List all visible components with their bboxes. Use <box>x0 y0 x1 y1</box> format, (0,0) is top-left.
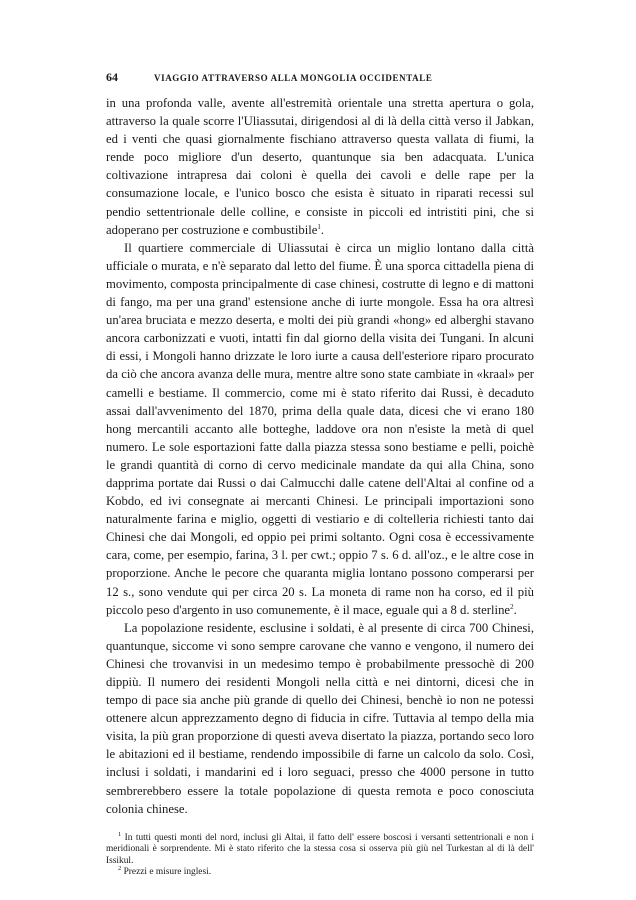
paragraph-2: Il quartiere commerciale di Uliassutai è circa un miglio lontano dalla città ufficiale o murata, e n'è separato dal letto del fiume. È una sporca cittadella piena di movimento, composta principalmente di case chinesi, costrutte di legno e di mattoni di fango, ma per una grand' estensione anche di iurte mongole. Essa ha ora altresì un'area bruciata e mezzo deserta, e molti dei più grandi «hong» ed alberghi stavano ancora carbonizzati e vuoti, intatti fin dal giorno della visita dei Tungani. In alcuni di essi, i Mongoli hanno drizzate le loro iurte a causa dell'esteriore riparo procurato da ciò che ancora avanza delle mura, mentre altre sono state cambiate in «kraal» per camelli e bestiame. Il commercio, come mi è stato riferito dai Russi, è decaduto assai dall'avvenimento del 1870, prima della quale data, dicesi che vi erano 180 hong mercantili accanto alle botteghe, laddove ora non n'esiste la metà di quel numero. Le sole esportazioni fatte dalla piazza stessa sono bestiame e pelli, poichè le grandi quantità di corno di cervo medicinale mandate da qui alla China, sono dapprima portate dai Russi o dai Calmucchi dalle catene dell'Altai al confine od a Kobdo, ed ivi consegnate ai mercanti Chinesi. Le principali importazioni sono naturalmente farina e miglio, oggetti di vestiario e di coltelleria richiesti tanto dai Chinesi che dai Mongoli, ed oppio pei primi soltanto. Ogni cosa è eccessivamente cara, come, per esempio, farina, 3 l. per cwt.; oppio 7 s. 6 d. all'oz., e le altre cose in proporzione. Anche le pecore che quaranta miglia lontano possono comperarsi per 12 s., sono vendute qui per circa 20 s. La moneta di rame non ha corso, ed il più piccolo peso d'argento in uso comunemente, è il mace, eguale qui a 8 d. sterline$^2$. <box>106 240 534 617</box>
footnote-reference: 1 <box>317 222 321 231</box>
paragraph-text: Il quartiere commerciale di Uliassutai è circa un miglio lontano dalla città ufficiale o murata, e n'è separato dal letto del fiume. È una sporca cittadella piena di movimento, composta principalmente di case chinesi, costrutte di legno e di mattoni di fango, ma per una grand' estensione anche di iurte mongole. Essa ha ora altresì un'area bruciata e mezzo deserta, e molti dei più grandi «hong» ed alberghi stavano ancora carbonizzati e vuoti, intatti fin dal giorno della visita dei Tungani. In alcuni di essi, i Mongoli hanno drizzate le loro iurte a causa dell'esteriore riparo procurato da ciò che ancora avanza delle mura, mentre altre sono state cambiate in «kraal» per camelli e bestiame. Il commercio, come mi è stato riferito dai Russi, è decaduto assai dall'avvenimento del 1870, prima della quale data, dicesi che vi erano 180 hong mercantili accanto alle botteghe, laddove ora non n'esiste la metà di quel numero. Le sole esportazioni fatte dalla piazza stessa sono bestiame e pelli, poichè le grandi quantità di corno di cervo medicinale mandate da qui alla China, sono dapprima portate dai Russi o dai Calmucchi dalle catene dell'Altai al confine od a Kobdo, ed ivi consegnate ai mercanti Chinesi. Le principali importazioni sono naturalmente farina e miglio, oggetti di vestiario e di coltelleria richiesti tanto dai Chinesi che dai Mongoli, ed oppio pei primi soltanto. Ogni cosa è eccessivamente cara, come, per esempio, farina, 3 l. per cwt.; oppio 7 s. 6 d. all'oz., e le altre cose in proporzione. Anche le pecore che quaranta miglia lontano possono comperarsi per 12 s., sono vendute qui per circa 20 s. La moneta di rame non ha corso, ed il più piccolo peso d'argento in uso comunemente, è il mace, eguale qui a 8 d. sterline <box>106 240 534 617</box>
footnote-1 <box>106 830 535 867</box>
footnote-2 <box>106 864 534 878</box>
footnote-text: In tutti questi monti del nord, inclusi gli Altai, il fatto dell' essere boscosi i versanti settentrionali e non i meridionali è sorprendente. Mi è stato riferito che la stessa cosa si osserva più giù nel Turkestan al di là dell' Issikul. <box>106 832 535 866</box>
footnote-text: Prezzi e misure inglesi. <box>123 866 212 877</box>
paragraph-3 <box>106 619 534 818</box>
page-number: 64 <box>106 70 118 84</box>
running-header <box>106 70 534 86</box>
running-title: VIAGGIO ATTRAVERSO ALLA MONGOLIA OCCIDENTALE <box>154 73 433 83</box>
footnote-mark: 1 <box>118 830 122 838</box>
paragraph-text: La popolazione residente, esclusine i soldati, è al presente di circa 700 Chinesi, quantunque, siccome vi sono sempre carovane che vanno e vengono, il numero dei Chinesi che trovanvisi in un medesimo tempo è probabilmente pressochè di 200 dippiù. Il numero dei residenti Mongoli nella città e nei dintorni, dicesi che in tempo di pace sia anche più grande di quello dei Chinesi, benchè io non ne potessi ottenere alcun apprezzamento degno di fiducia in cifre. Tuttavia al tempo della mia visita, la più gran proporzione di questi aveva disertato la piazza, portando seco loro le abitazioni ed il bestiame, rendendo impossibile di farne un calcolo da solo. Così, inclusi i soldati, i mandarini ed i loro seguaci, presso che 4000 persone in tutto sembrerebbero essere la totale popolazione di questa remota e poco conosciuta colonia chinese. <box>106 620 534 816</box>
paragraph-1: in una profonda valle, avente all'estremità orientale una stretta apertura o gola, attraverso la quale scorre l'Uliassutai, dirigendosi al di là della città verso il Jabkan, ed i venti che quasi giornalmente fischiano attraverso questa vallata di fiumi, la rende poco migliore d'un deserto, quantunque sia ben adacquata. L'unica coltivazione intrapresa dai coloni è quella dei cavoli e delle rape per la consumazione locale, e l'unico bosco che esista è situato in riparati recessi sul pendio settentrionale delle colline, e consiste in piccoli ed intristiti pini, che si adoperano per costruzione e combustibile$^1$. <box>106 96 534 237</box>
footnote-mark: 2 <box>118 864 122 872</box>
book-page <box>106 70 534 878</box>
body-text <box>106 94 534 818</box>
paragraph-text: in una profonda valle, avente all'estremità orientale una stretta apertura o gola, attraverso la quale scorre l'Uliassutai, dirigendosi al di là della città verso il Jabkan, ed i venti che quasi giornalmente fischiano attraverso questa vallata di fiumi, la rende poco migliore d'un deserto, quantunque sia ben adacquata. L'unica coltivazione intrapresa dai coloni è quella dei cavoli e delle rape per la consumazione locale, e l'unico bosco che esista è situato in riparati recessi sul pendio settentrionale delle colline, e consiste in piccoli ed intristiti pini, che si adoperano per costruzione e combustibile <box>106 96 534 237</box>
footnotes <box>106 830 535 879</box>
footnote-reference: 2 <box>510 602 514 611</box>
